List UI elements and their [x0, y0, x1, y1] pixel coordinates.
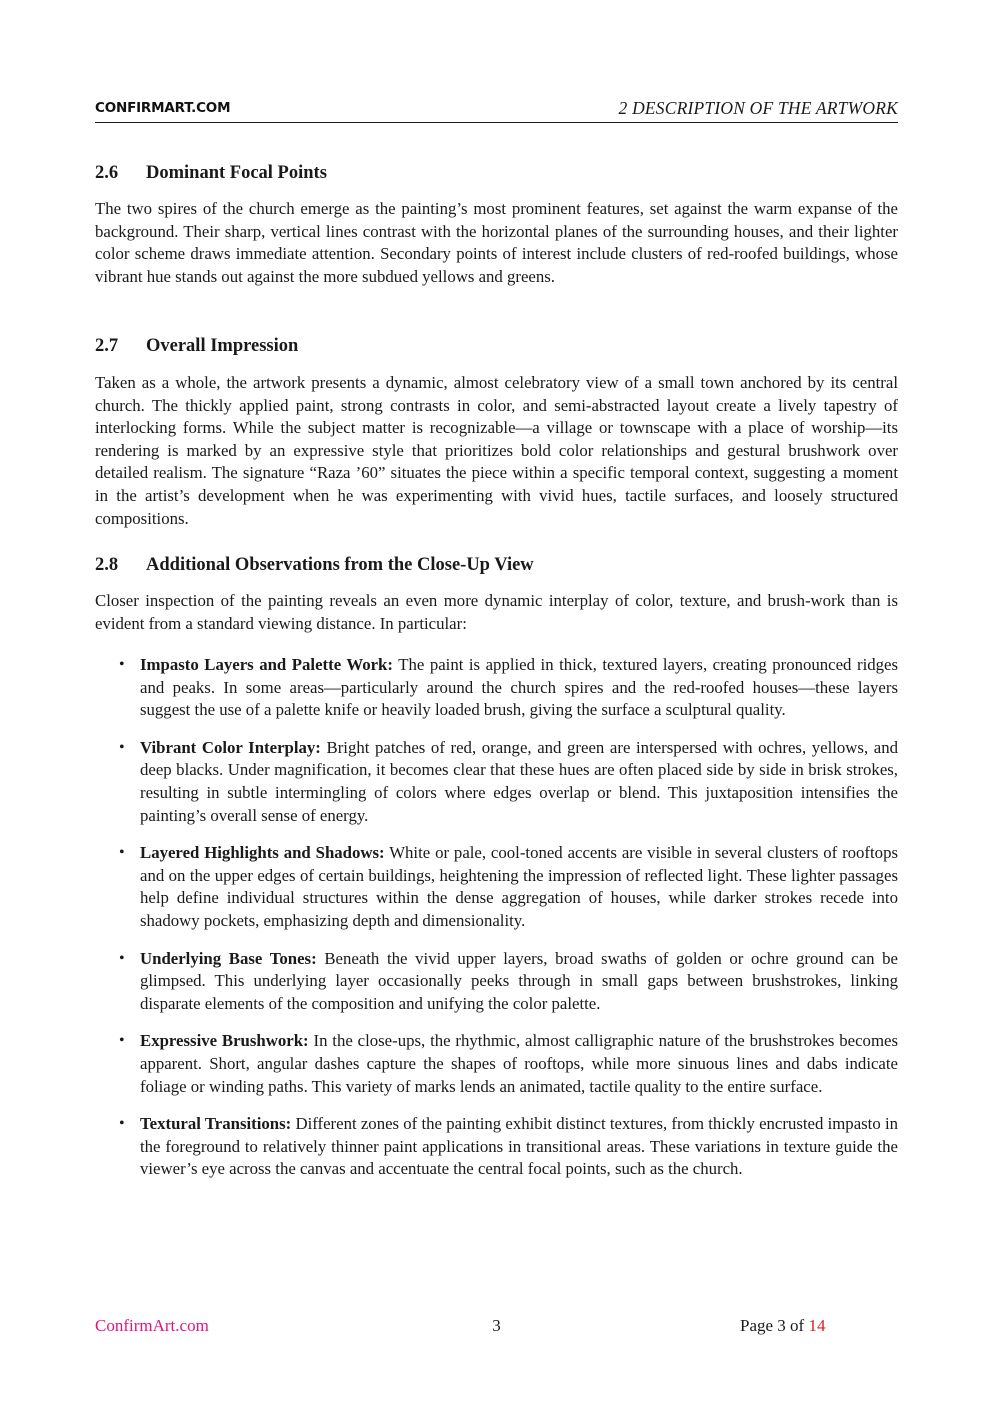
- list-item: [95, 1113, 898, 1181]
- section-paragraph-2-6: The two spires of the church emerge as the painting’s most prominent features, set against the warm expanse of the background. Their sharp, vertical lines contrast with the horizontal planes of the surrounding houses, and their lighter color scheme draws immediate attention. Secondary points of interest include clusters of red-roofed buildings, whose vibrant hue stands out against the more subdued yellows and greens.: [95, 199, 898, 286]
- section-paragraph-2-8: Closer inspection of the painting reveals an even more dynamic interplay of color, texture, and brush-work than is evident from a standard viewing distance. In particular:: [95, 591, 898, 633]
- list-item-text: In the close-ups, the rhythmic, almost calligraphic nature of the brushstrokes becomes apparent. Short, angular dashes capture the shapes of rooftops, while more sinuous lines and dabs indicate foliage or winding paths. This variety of marks lends an animated, tactile quality to the entire surface.: [140, 1031, 898, 1096]
- section-heading-2-8: [95, 555, 534, 576]
- footer-page-number: 3: [492, 1316, 501, 1335]
- bullet-icon: •: [119, 1032, 125, 1050]
- list-item-term: Expressive Brushwork:: [140, 1031, 309, 1051]
- bullet-icon: •: [119, 1115, 125, 1133]
- bullet-icon: •: [119, 738, 125, 756]
- bullet-icon: •: [119, 844, 125, 862]
- list-item-text: Beneath the vivid upper layers, broad swaths of golden or ochre ground can be glimpsed. This underlying layer occasionally peeks through in small gaps between brushstrokes, linking disparate elements of the composition and unifying the color palette.: [140, 948, 898, 1013]
- list-item-text: Bright patches of red, orange, and green are interspersed with ochres, yellows, and deep blacks. Under magnification, it becomes clear that these hues are often placed side by side in brisk strokes, resulting in subtle intermingling of colors where edges overlap or blend. This juxtaposition intensifies the painting’s overall sense of energy.: [140, 737, 898, 825]
- section-number: 2.8: [95, 555, 119, 575]
- list-item: [95, 842, 898, 932]
- bullet-icon: •: [119, 949, 125, 967]
- list-item-text: The paint is applied in thick, textured layers, creating pronounced ridges and peaks. In some areas—particularly around the church spires and the red-roofed houses—these layers suggest the use of a palette knife or heavily loaded brush, giving the surface a sculptural quality.: [140, 655, 898, 720]
- footer-page-count: [740, 1316, 825, 1336]
- section-title: Dominant Focal Points: [146, 163, 327, 183]
- section-title: Additional Observations from the Close-Up View: [146, 555, 534, 575]
- page-total-link[interactable]: 14: [808, 1316, 826, 1335]
- list-item-text: White or pale, cool-toned accents are visible in several clusters of rooftops and on the upper edges of certain buildings, heightening the impression of reflected light. These lighter passages help define individual structures within the dense aggregation of houses, while darker strokes recede into shadowy pockets, emphasizing depth and dimensionality.: [140, 843, 898, 930]
- section-heading-2-7: [95, 336, 298, 357]
- list-item-term: Underlying Base Tones:: [140, 948, 317, 968]
- section-title: Overall Impression: [146, 336, 299, 356]
- observation-list: [95, 654, 898, 1196]
- list-item-term: Layered Highlights and Shadows:: [140, 843, 385, 863]
- section-heading-2-6: [95, 163, 327, 184]
- section-paragraph-2-7: Taken as a whole, the artwork presents a dynamic, almost celebratory view of a small town anchored by its central church. The thickly applied paint, strong contrasts in color, and semi-abstracted layout create a lively tapestry of interlocking forms. While the subject matter is recognizable—a village or townscape with a place of worship—its rendering is marked by an expressive style that prioritizes bold color relationships and gestural brushwork over detailed realism. The signature “Raza ’60” situates the piece within a specific temporal context, suggesting a moment in the artist’s development when he was experimenting with vivid hues, tactile surfaces, and loosely structured compositions.: [95, 373, 898, 528]
- section-number: 2.6: [95, 163, 119, 183]
- page-count-prefix: Page 3 of: [740, 1316, 809, 1335]
- confirmart-logo[interactable]: CONFIRMART.COM: [95, 100, 231, 116]
- list-item: [95, 654, 898, 722]
- running-title: 2 DESCRIPTION OF THE ARTWORK: [618, 98, 898, 118]
- bullet-icon: •: [119, 656, 125, 673]
- list-item-term: Impasto Layers and Palette Work:: [140, 655, 393, 674]
- page-header: [95, 98, 898, 123]
- list-item: [95, 948, 898, 1016]
- footer-site-link[interactable]: ConfirmArt.com: [95, 1316, 209, 1335]
- list-item: [95, 737, 898, 827]
- list-item-text: Different zones of the painting exhibit distinct textures, from thickly encrusted impasto in the foreground to relatively thinner paint applications in transitional areas. These variations in texture guide the viewer’s eye across the canvas and accentuate the central focal points, such as the church.: [140, 1114, 898, 1179]
- list-item-term: Vibrant Color Interplay:: [140, 737, 321, 757]
- list-item-term: Textural Transitions:: [140, 1114, 292, 1134]
- list-item: [95, 1030, 898, 1098]
- section-number: 2.7: [95, 336, 119, 356]
